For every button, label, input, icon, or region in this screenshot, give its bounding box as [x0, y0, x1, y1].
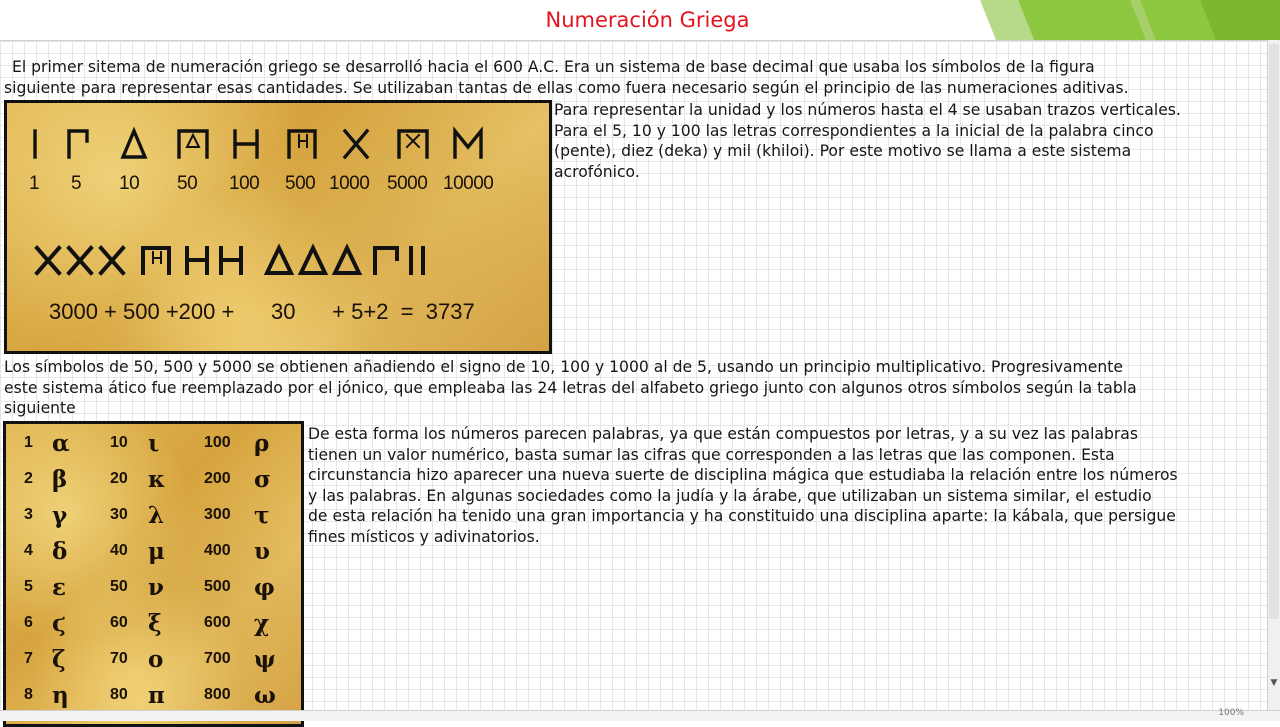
attic-value-label: 5000 — [387, 173, 428, 194]
attic-value-label: 1000 — [329, 173, 370, 194]
greek-letter-cell: δ — [52, 538, 68, 565]
attic-value-label: 500 — [285, 173, 316, 194]
intro-line: siguiente para representar esas cantidades. Se utilizaban tantas de ellas como fuera necesario según el principio de las numeraciones aditivas. — [4, 78, 1129, 97]
attic-example-sum: 3000 + 500 +200 + 30 + 5+2 = 3737 — [49, 299, 475, 324]
attic-five-hundred-symbol — [289, 131, 315, 157]
numeral-value-cell: 40 — [110, 542, 128, 559]
greek-letter-cell: ι — [148, 430, 160, 457]
numeral-value-cell: 7 — [24, 650, 33, 667]
attic-value-label: 50 — [177, 173, 198, 194]
greek-letter-cell: λ — [148, 502, 165, 529]
greek-letter-cell: υ — [254, 538, 270, 565]
greek-letter-cell: π — [148, 682, 165, 709]
green-corner-decoration — [980, 0, 1280, 40]
slide-title: Numeración Griega — [545, 8, 750, 32]
words-line: fines místicos y adivinatorios. — [308, 527, 540, 546]
numeral-value-cell: 5 — [24, 578, 33, 595]
numeral-value-cell: 800 — [204, 686, 231, 703]
numeral-value-cell: 10 — [110, 434, 128, 451]
words-line: tienen un valor numérico, basta sumar las cifras que corresponden a las letras que las componen. Esta — [308, 445, 1115, 464]
attic-ten-thousand-symbol — [455, 131, 481, 157]
numeral-value-cell: 2 — [24, 470, 33, 487]
scroll-thumb[interactable] — [1269, 44, 1279, 619]
intro-line: El primer sitema de numeración griego se desarrolló hacia el 600 A.C. Era un sistema de base decimal que usaba los símbolos de la figura — [12, 58, 1095, 76]
greek-letter-cell: ε — [52, 574, 66, 601]
greek-letter-cell: γ — [52, 502, 68, 529]
ionic-intro-line: siguiente — [4, 399, 76, 417]
attic-value-label: 100 — [229, 173, 260, 194]
numeral-value-cell: 6 — [24, 614, 33, 631]
vertical-scrollbar[interactable] — [1267, 40, 1280, 710]
ionic-numerals-table — [3, 421, 304, 727]
attic-value-label: 10 — [119, 173, 140, 194]
greek-letter-cell: η — [52, 682, 69, 709]
attic-example-symbols — [37, 248, 423, 273]
acrophonic-line: acrofónico. — [554, 162, 640, 181]
attic-value-label: 5 — [71, 173, 82, 194]
numeral-value-cell: 20 — [110, 470, 128, 487]
attic-value-label: 10000 — [443, 173, 494, 194]
greek-letter-cell: ν — [148, 574, 164, 601]
numeral-value-cell: 80 — [110, 686, 128, 703]
status-bar — [0, 710, 1280, 721]
numeral-value-cell: 700 — [204, 650, 231, 667]
acrophonic-line: (pente), diez (deka) y mil (khiloi). Por este motivo se llama a este sistema — [554, 142, 1132, 160]
numeral-value-cell: 30 — [110, 506, 128, 523]
greek-letter-cell: κ — [148, 466, 166, 493]
greek-letter-cell: χ — [254, 610, 270, 637]
words-paragraph — [308, 424, 1178, 547]
attic-five-symbol — [69, 131, 87, 157]
greek-letter-cell: ψ — [254, 646, 276, 673]
attic-value-label: 1 — [29, 173, 40, 194]
attic-hundred-symbol — [235, 131, 257, 157]
ionic-intro-line: este sistema ático fue reemplazado por el jónico, que empleaba las 24 letras del alfabeto griego junto con algunos otros símbolos según la tabla — [4, 378, 1137, 397]
numeral-value-cell: 60 — [110, 614, 128, 631]
numeral-value-cell: 300 — [204, 506, 231, 523]
words-line: circunstancia hizo aparecer una nueva suerte de disciplina mágica que estudiaba la relación entre los números — [308, 466, 1178, 484]
numeral-value-cell: 500 — [204, 578, 231, 595]
acrophonic-line: Para el 5, 10 y 100 las letras correspondientes a la inicial de la palabra cinco — [554, 121, 1154, 140]
greek-letter-cell: ο — [148, 646, 164, 673]
attic-numerals-figure — [4, 100, 552, 354]
greek-letter-cell: σ — [254, 466, 271, 493]
greek-letter-cell: τ — [254, 502, 270, 529]
words-line: de esta relación ha tenido una gran importancia y ha constituido una disciplina aparte: la kábala, que persigue — [308, 507, 1176, 525]
numeral-value-cell: 4 — [24, 542, 33, 559]
attic-fifty-symbol — [179, 131, 207, 157]
acrophonic-line: Para representar la unidad y los números hasta el 4 se usaban trazos verticales. — [554, 101, 1181, 119]
words-line: De esta forma los números parecen palabras, ya que están compuestos por letras, y a su vez las palabras — [308, 425, 1138, 443]
numeral-value-cell: 3 — [24, 506, 33, 523]
greek-letter-cell: ϛ — [52, 610, 67, 637]
attic-five-thousand-symbol — [399, 131, 427, 157]
numeral-value-cell: 8 — [24, 686, 33, 703]
numeral-value-cell: 1 — [24, 434, 33, 451]
numeral-value-cell: 50 — [110, 578, 128, 595]
greek-letter-cell: ξ — [148, 610, 162, 637]
greek-letter-cell: α — [52, 430, 70, 457]
numeral-value-cell: 200 — [204, 470, 231, 487]
attic-thousand-symbol — [345, 131, 367, 157]
ionic-intro-line: Los símbolos de 50, 500 y 5000 se obtienen añadiendo el signo de 10, 100 y 1000 al de 5, usando un principio multiplicativo. Progresivamente — [4, 358, 1123, 376]
numeral-value-cell: 400 — [204, 542, 231, 559]
attic-ten-symbol — [123, 131, 145, 157]
numeral-value-cell: 70 — [110, 650, 128, 667]
greek-letter-cell: φ — [254, 574, 275, 601]
greek-letter-cell: β — [52, 466, 68, 493]
intro-paragraph — [4, 57, 1129, 98]
ionic-intro-paragraph — [4, 357, 1137, 419]
words-line: y las palabras. En algunas sociedades como la judía y la árabe, que utilizaban un sistema similar, el estudio — [308, 486, 1152, 505]
scroll-down-icon[interactable]: ▼ — [1270, 678, 1278, 688]
numeral-value-cell: 100 — [204, 434, 231, 451]
acrophonic-paragraph — [554, 100, 1181, 182]
greek-letter-cell: ρ — [254, 430, 270, 457]
numeral-value-cell: 600 — [204, 614, 231, 631]
greek-letter-cell: μ — [148, 538, 165, 565]
greek-letter-cell: ω — [254, 682, 276, 709]
zoom-level[interactable]: 100% — [1218, 708, 1244, 718]
greek-letter-cell: ζ — [52, 646, 66, 673]
